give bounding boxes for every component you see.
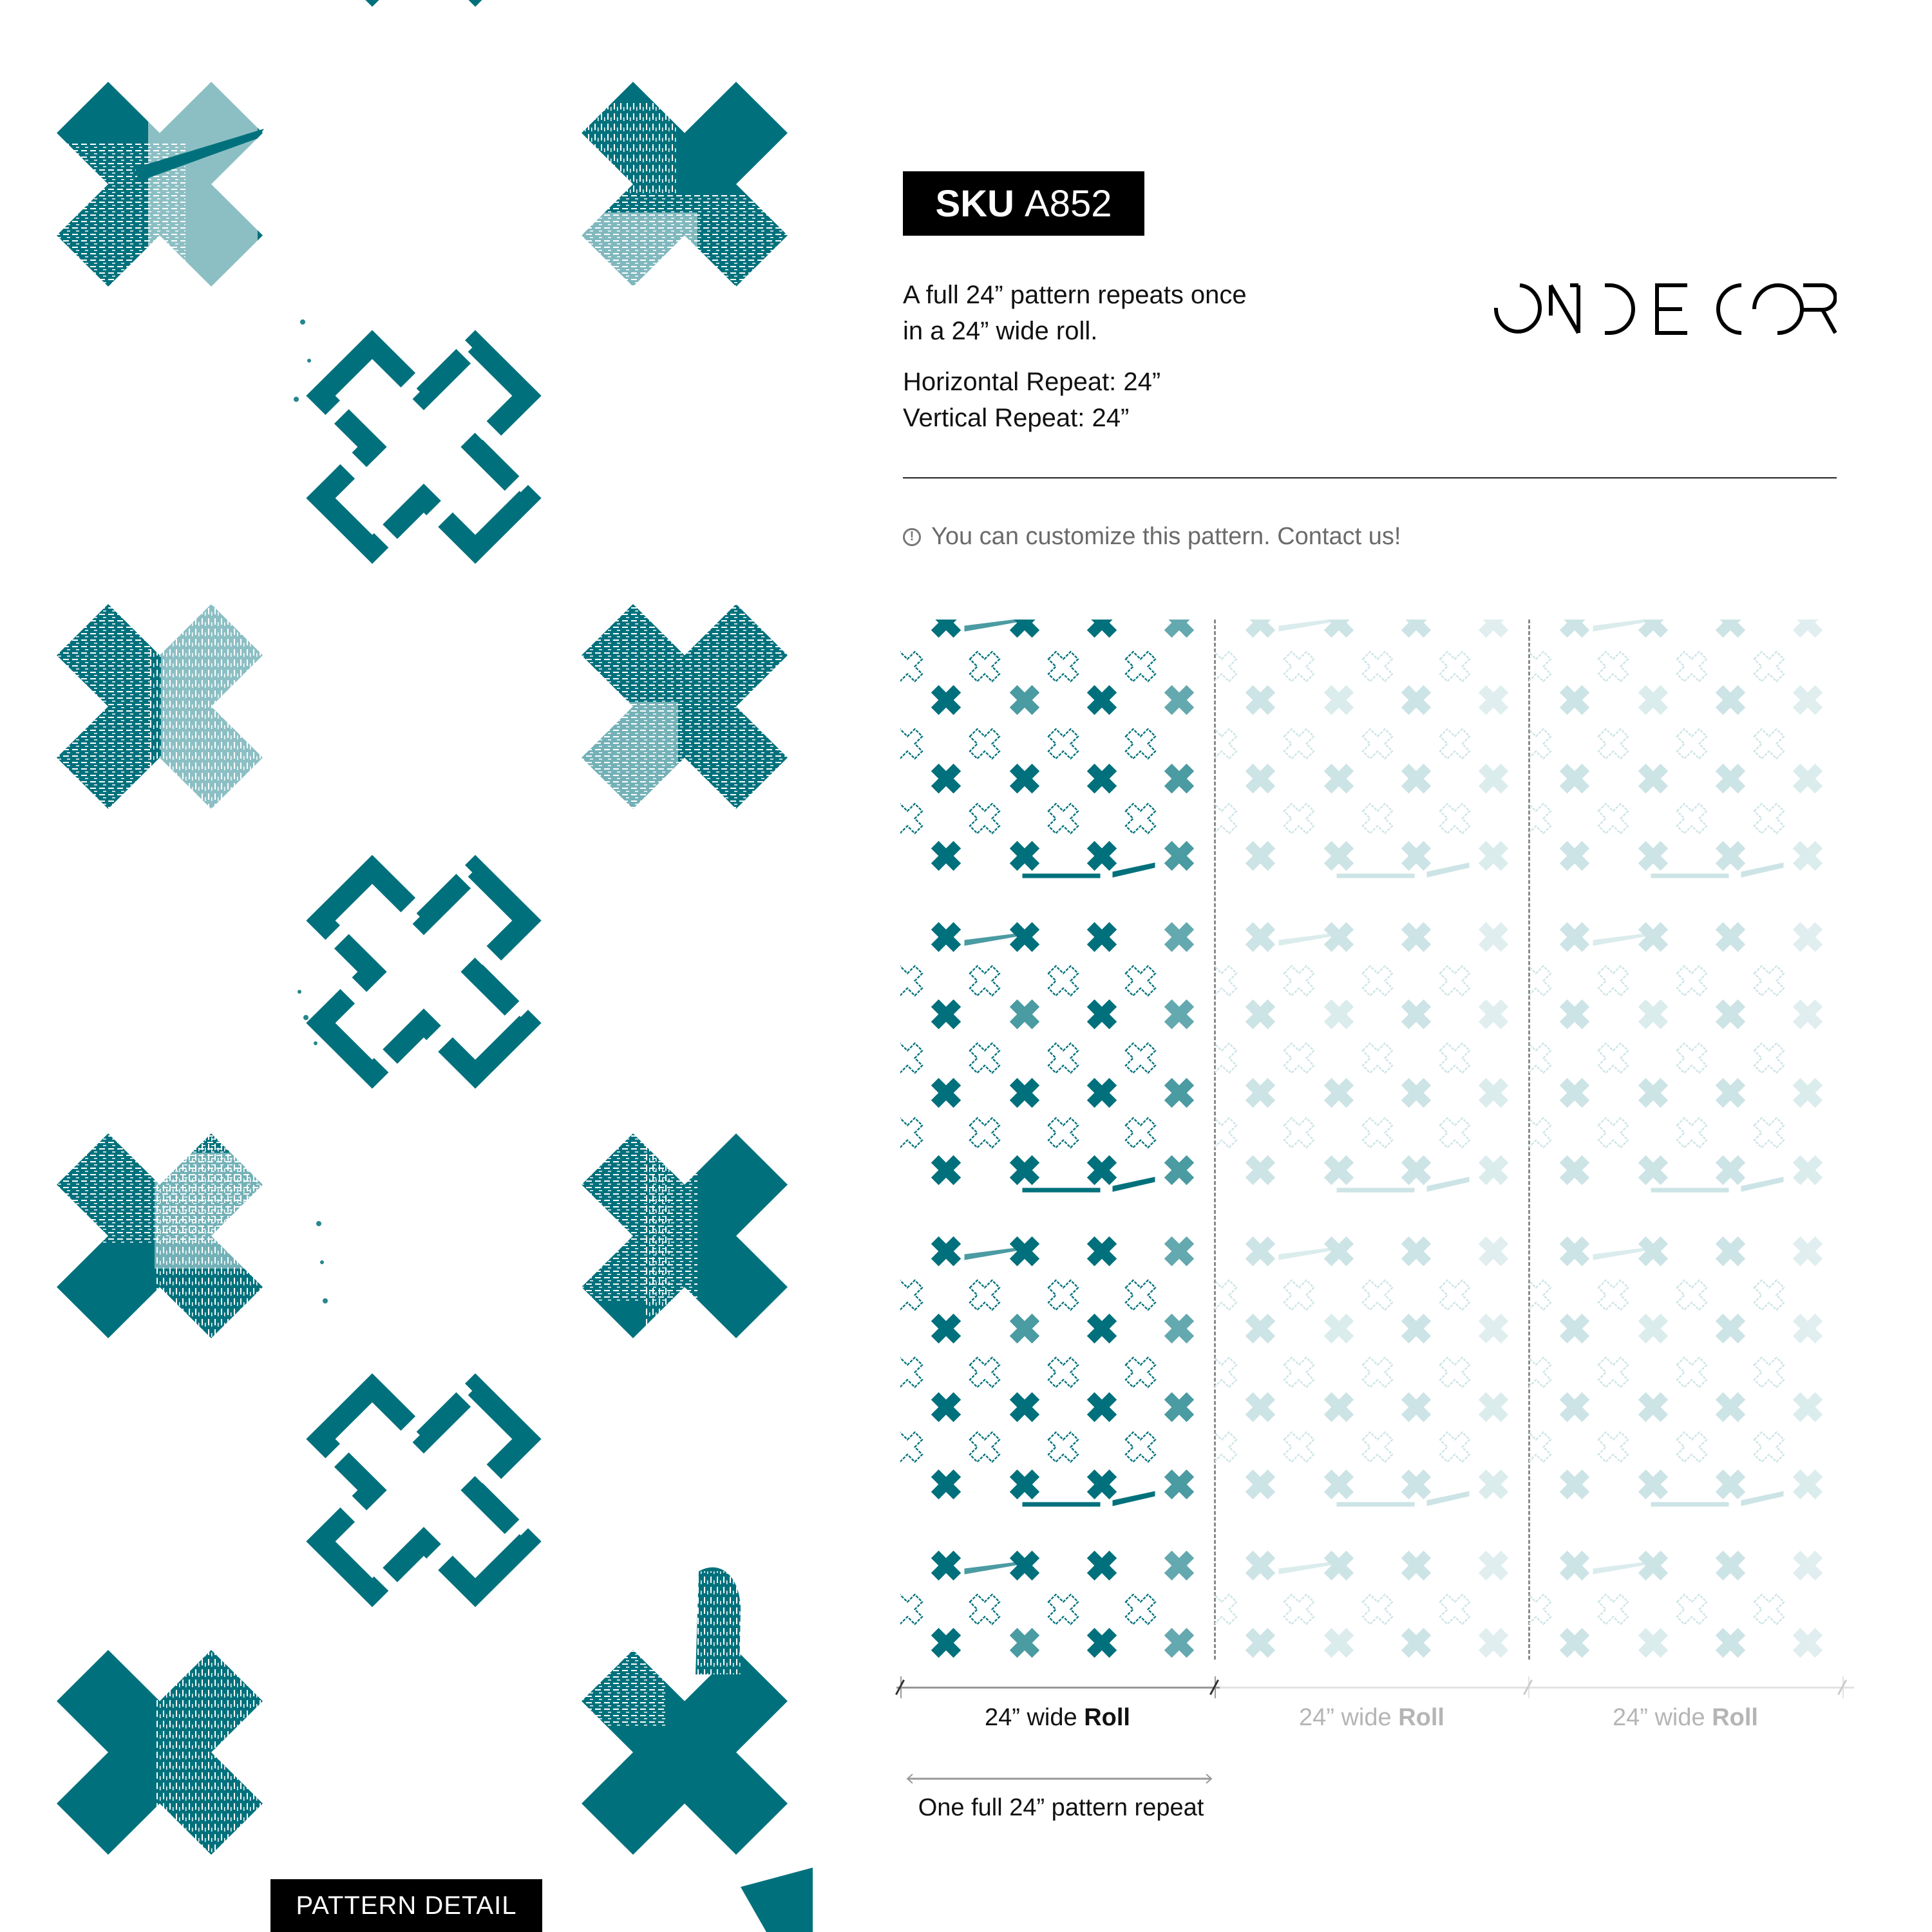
- roll-2-3-width-line: [1220, 1687, 1854, 1689]
- roll-1-label: 24” wide Roll: [985, 1704, 1130, 1731]
- sku-key: SKU: [935, 182, 1014, 225]
- repeat-specs: [903, 364, 1160, 436]
- roll-3-label: 24” wide Roll: [1613, 1704, 1758, 1731]
- roll-1-pattern: [900, 620, 1215, 1660]
- section-divider: [903, 477, 1837, 478]
- double-arrow-icon: [905, 1771, 1214, 1786]
- customize-notice: [903, 523, 1401, 551]
- pattern-repeat-label: One full 24” pattern repeat: [918, 1794, 1204, 1821]
- roll-2-pattern: [1215, 620, 1529, 1660]
- roll-3-pattern: [1529, 620, 1843, 1660]
- customize-notice-text[interactable]: You can customize this pattern. Contact us!: [931, 523, 1401, 550]
- sku-value: A852: [1025, 182, 1112, 225]
- roll-preview: [900, 620, 1843, 1660]
- roll-2: [1215, 620, 1529, 1660]
- pattern-detail-panel: [0, 0, 813, 1932]
- roll-1: [900, 620, 1215, 1660]
- roll-2-label: 24” wide Roll: [1299, 1704, 1444, 1731]
- roll-1-width-line: [896, 1687, 1220, 1689]
- vertical-repeat: Vertical Repeat: 24”: [903, 404, 1130, 432]
- pattern-detail-artwork: [0, 0, 813, 1932]
- ondecor-logo-icon: [1494, 283, 1837, 335]
- repeat-description: [903, 277, 1247, 349]
- description-line-1: A full 24” pattern repeats once: [903, 281, 1247, 309]
- sku-badge: [903, 171, 1144, 236]
- solid-x-icon: [57, 82, 264, 288]
- horizontal-repeat: Horizontal Repeat: 24”: [903, 368, 1161, 396]
- info-circle-icon: !: [903, 528, 921, 546]
- pattern-detail-label: PATTERN DETAIL: [270, 1879, 542, 1932]
- roll-3: [1529, 620, 1843, 1660]
- description-line-2: in a 24” wide roll.: [903, 317, 1098, 345]
